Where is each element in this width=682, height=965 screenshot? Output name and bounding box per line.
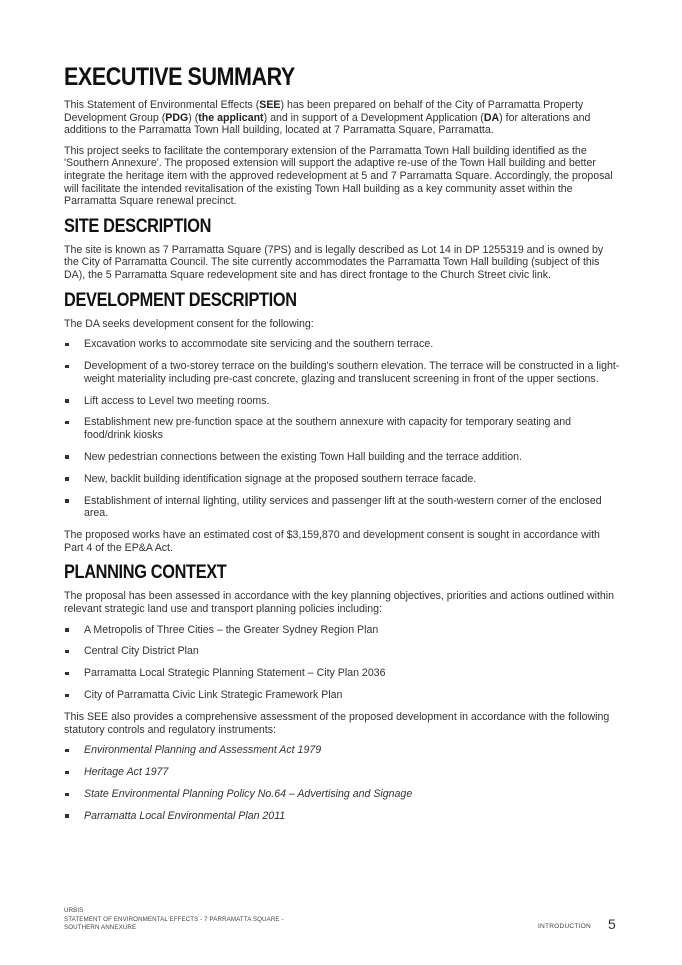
- page-footer: [64, 907, 284, 931]
- abbr-applicant: the applicant: [198, 111, 264, 124]
- list-item-text: New, backlit building identification signage at the proposed southern terrace facade.: [84, 472, 477, 485]
- bullet-icon: [65, 793, 69, 797]
- footer-document-title-line-2: SOUTHERN ANNEXURE: [64, 923, 137, 931]
- list-item-text: Establishment of internal lighting, utility services and passenger lift at the south-western corner of the enclosed area.: [84, 494, 602, 520]
- list-item: [64, 338, 620, 351]
- bullet-icon: [65, 628, 69, 632]
- list-item-text: Development of a two-storey terrace on the building's southern elevation. The terrace will be constructed in a light-weight materiality including pre-cast concrete, glazing and translucent screening in front of the upper sections.: [84, 360, 620, 385]
- bullet-icon: [65, 749, 69, 753]
- site-description-paragraph: The site is known as 7 Parramatta Square (7PS) and is legally described as Lot 14 in DP 1255319 and is owned by the City of Parramatta Council. The site currently accommodates the Parramatta Town Hall building (subject of this DA), the 5 Parramatta Square redevelopment site and has direct frontage to the Church Street civic link.: [64, 243, 604, 281]
- list-item: [64, 416, 620, 441]
- text-run: ) (: [188, 111, 199, 124]
- intro-paragraph-2: This project seeks to facilitate the contemporary extension of the Parramatta Town Hall building identified as the 'Southern Annexure'. The proposed extension will support the adaptive re-use of the Town Hall building and better integrate the heritage item with the approved redevelopment at 5 and 7 Parramatta Square. Accordingly, the proposal will facilitate the intended revitalisation of the existing Town Hall building as a key community asset within the Parramatta Square renewal precinct.: [64, 144, 613, 208]
- abbr-da: DA: [483, 111, 500, 124]
- site-description-heading: SITE DESCRIPTION: [64, 215, 212, 237]
- abbr-pdg: PDG: [165, 111, 189, 124]
- list-item: [64, 360, 620, 385]
- document-page: [64, 62, 620, 832]
- bullet-icon: [65, 455, 69, 459]
- text-run: This Statement of Environmental Effects (: [64, 99, 260, 111]
- list-item-text: Central City District Plan: [84, 645, 199, 658]
- list-item: [64, 766, 620, 779]
- list-item: [64, 788, 620, 801]
- list-item: [64, 495, 620, 520]
- text-run: ) and in support of a Development Application (: [263, 111, 484, 124]
- bullet-icon: [65, 343, 69, 347]
- list-item: [64, 689, 620, 702]
- abbr-see: SEE: [259, 99, 281, 111]
- development-closing: The proposed works have an estimated cost of $3,159,870 and development consent is sought in accordance with Part 4 of the EP&A Act.: [64, 529, 600, 554]
- development-description-heading: DEVELOPMENT DESCRIPTION: [64, 289, 297, 311]
- list-item: [64, 810, 620, 823]
- page-title: EXECUTIVE SUMMARY: [64, 63, 295, 91]
- bullet-icon: [65, 421, 69, 425]
- list-item-text: Lift access to Level two meeting rooms.: [84, 394, 270, 407]
- list-item-text: A Metropolis of Three Cities – the Greater Sydney Region Plan: [84, 623, 379, 636]
- list-item-text: Excavation works to accommodate site servicing and the southern terrace.: [84, 338, 434, 351]
- bullet-icon: [65, 650, 69, 654]
- list-item-text: Environmental Planning and Assessment Act 1979: [84, 744, 322, 757]
- list-item: [64, 395, 620, 408]
- list-item-text: Establishment new pre-function space at the southern annexure with capacity for temporary seating and food/drink kiosks: [84, 416, 571, 441]
- footer-section-label: INTRODUCTION: [538, 923, 591, 930]
- bullet-icon: [65, 694, 69, 698]
- bullet-icon: [65, 399, 69, 403]
- bullet-icon: [65, 365, 69, 369]
- list-item: [64, 624, 620, 637]
- instrument-list: [64, 744, 620, 822]
- list-item-text: Parramatta Local Strategic Planning Statement – City Plan 2036: [84, 667, 386, 680]
- footer-company: URBIS: [64, 907, 84, 914]
- text-run: ) for alterations and additions to the Parramatta Town Hall building, located at 7 Parramatta Square, Parramatta.: [64, 111, 591, 137]
- development-intro: The DA seeks development consent for the following:: [64, 317, 314, 330]
- planning-intro: The proposal has been assessed in accordance with the key planning objectives, priorities and actions outlined within relevant strategic land use and transport planning policies including:: [64, 590, 615, 615]
- list-item: [64, 451, 620, 464]
- list-item-text: State Environmental Planning Policy No.64 – Advertising and Signage: [84, 788, 413, 801]
- development-list: [64, 338, 620, 520]
- list-item: [64, 645, 620, 658]
- list-item: [64, 667, 620, 680]
- list-item: [64, 473, 620, 486]
- intro-paragraph-1: [64, 99, 620, 137]
- list-item-text: New pedestrian connections between the existing Town Hall building and the terrace addition.: [84, 450, 522, 463]
- statutory-intro: This SEE also provides a comprehensive assessment of the proposed development in accordance with the following statutory controls and regulatory instruments:: [64, 711, 610, 736]
- list-item-text: City of Parramatta Civic Link Strategic Framework Plan: [84, 689, 343, 702]
- bullet-icon: [65, 771, 69, 775]
- list-item-text: Heritage Act 1977: [84, 766, 169, 779]
- bullet-icon: [65, 477, 69, 481]
- bullet-icon: [65, 672, 69, 676]
- page-number: 5: [608, 916, 616, 932]
- planning-context-heading: PLANNING CONTEXT: [64, 562, 227, 584]
- bullet-icon: [65, 814, 69, 818]
- list-item-text: Parramatta Local Environmental Plan 2011: [84, 809, 286, 822]
- text-run: ) has been prepared on behalf of the City of Parramatta Property Development Group (: [64, 99, 584, 124]
- policy-list: [64, 624, 620, 702]
- footer-document-title-line-1: STATEMENT OF ENVIRONMENTAL EFFECTS - 7 PARRAMATTA SQUARE -: [64, 916, 284, 924]
- list-item: [64, 744, 620, 757]
- bullet-icon: [65, 499, 69, 503]
